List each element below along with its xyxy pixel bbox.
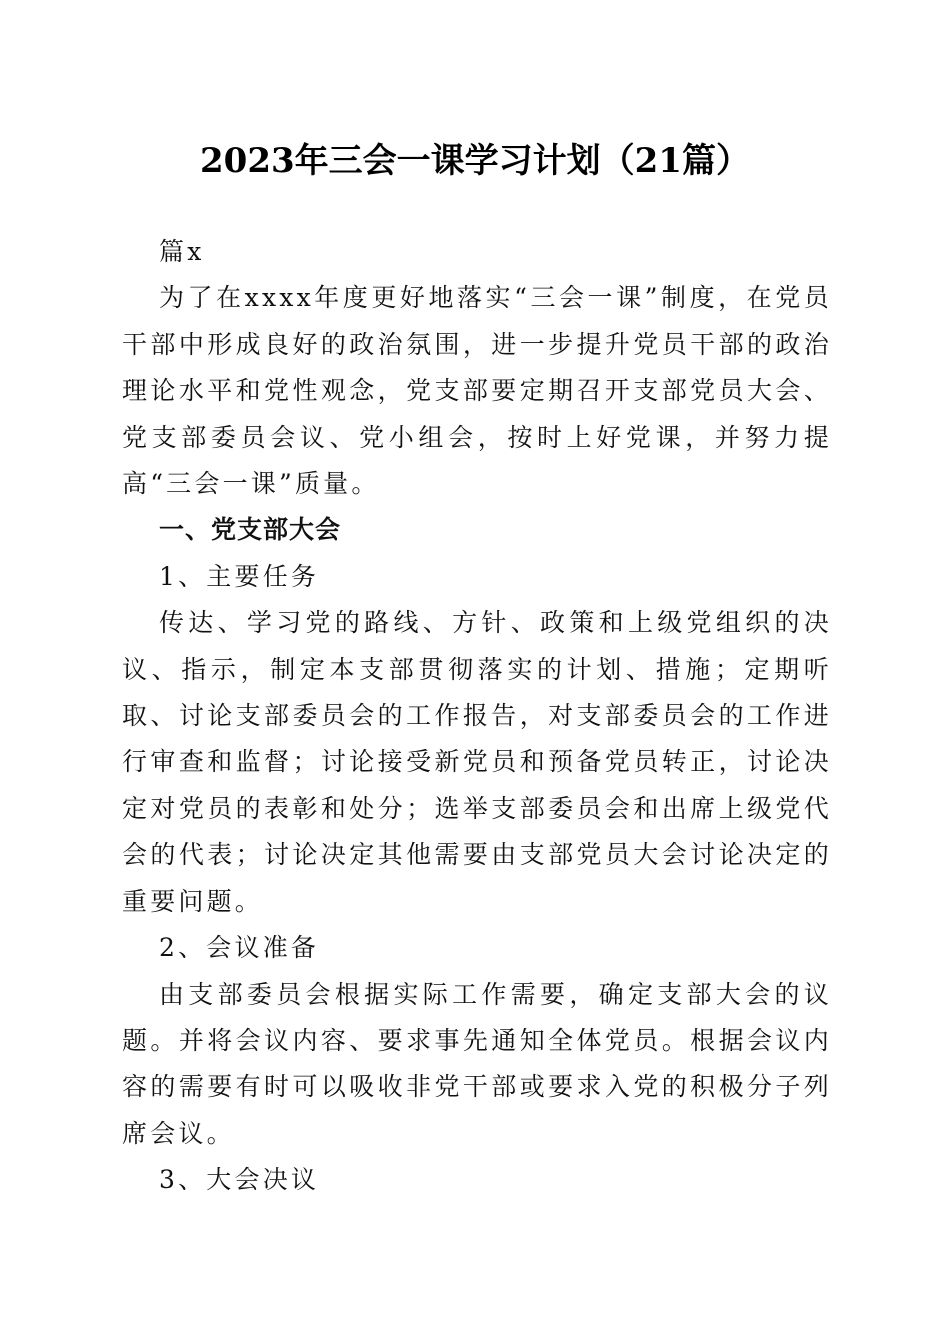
meeting-preparation-paragraph: 由支部委员会根据实际工作需要，确定支部大会的议题。并将会议内容、要求事先通知全体党员。根据会议内容的需要有时可以吸收非党干部或要求入党的积极分子列席会议。	[122, 979, 832, 1148]
document-title: 2023年三会一课学习计划（21篇）	[200, 141, 750, 181]
main-tasks-paragraph: 传达、学习党的路线、方针、政策和上级党组织的决议、指示，制定本支部贯彻落实的计划、措施；定期听取、讨论支部委员会的工作报告，对支部委员会的工作进行审查和监督；讨论接受新党员和预备党员转正，讨论决定对党员的表彰和处分；选举支部委员会和出席上级党代会的代表；讨论决定其他需要由支部党员大会讨论决定的重要问题。	[122, 608, 832, 916]
section-label: 篇x	[159, 237, 205, 266]
subheading-resolutions: 3、大会决议	[159, 1165, 320, 1195]
document-body	[122, 229, 832, 1204]
subheading-main-tasks: 1、主要任务	[159, 561, 320, 591]
subheading-meeting-preparation: 2、会议准备	[159, 933, 320, 963]
section-heading: 一、党支部大会	[159, 515, 342, 545]
intro-paragraph: 为了在xxxx年度更好地落实“三会一课”制度，在党员干部中形成良好的政治氛围，进一步提升党员干部的政治理论水平和党性观念，党支部要定期召开支部党员大会、党支部委员会议、党小组会，按时上好党课，并努力提高“三会一课”质量。	[122, 283, 832, 499]
